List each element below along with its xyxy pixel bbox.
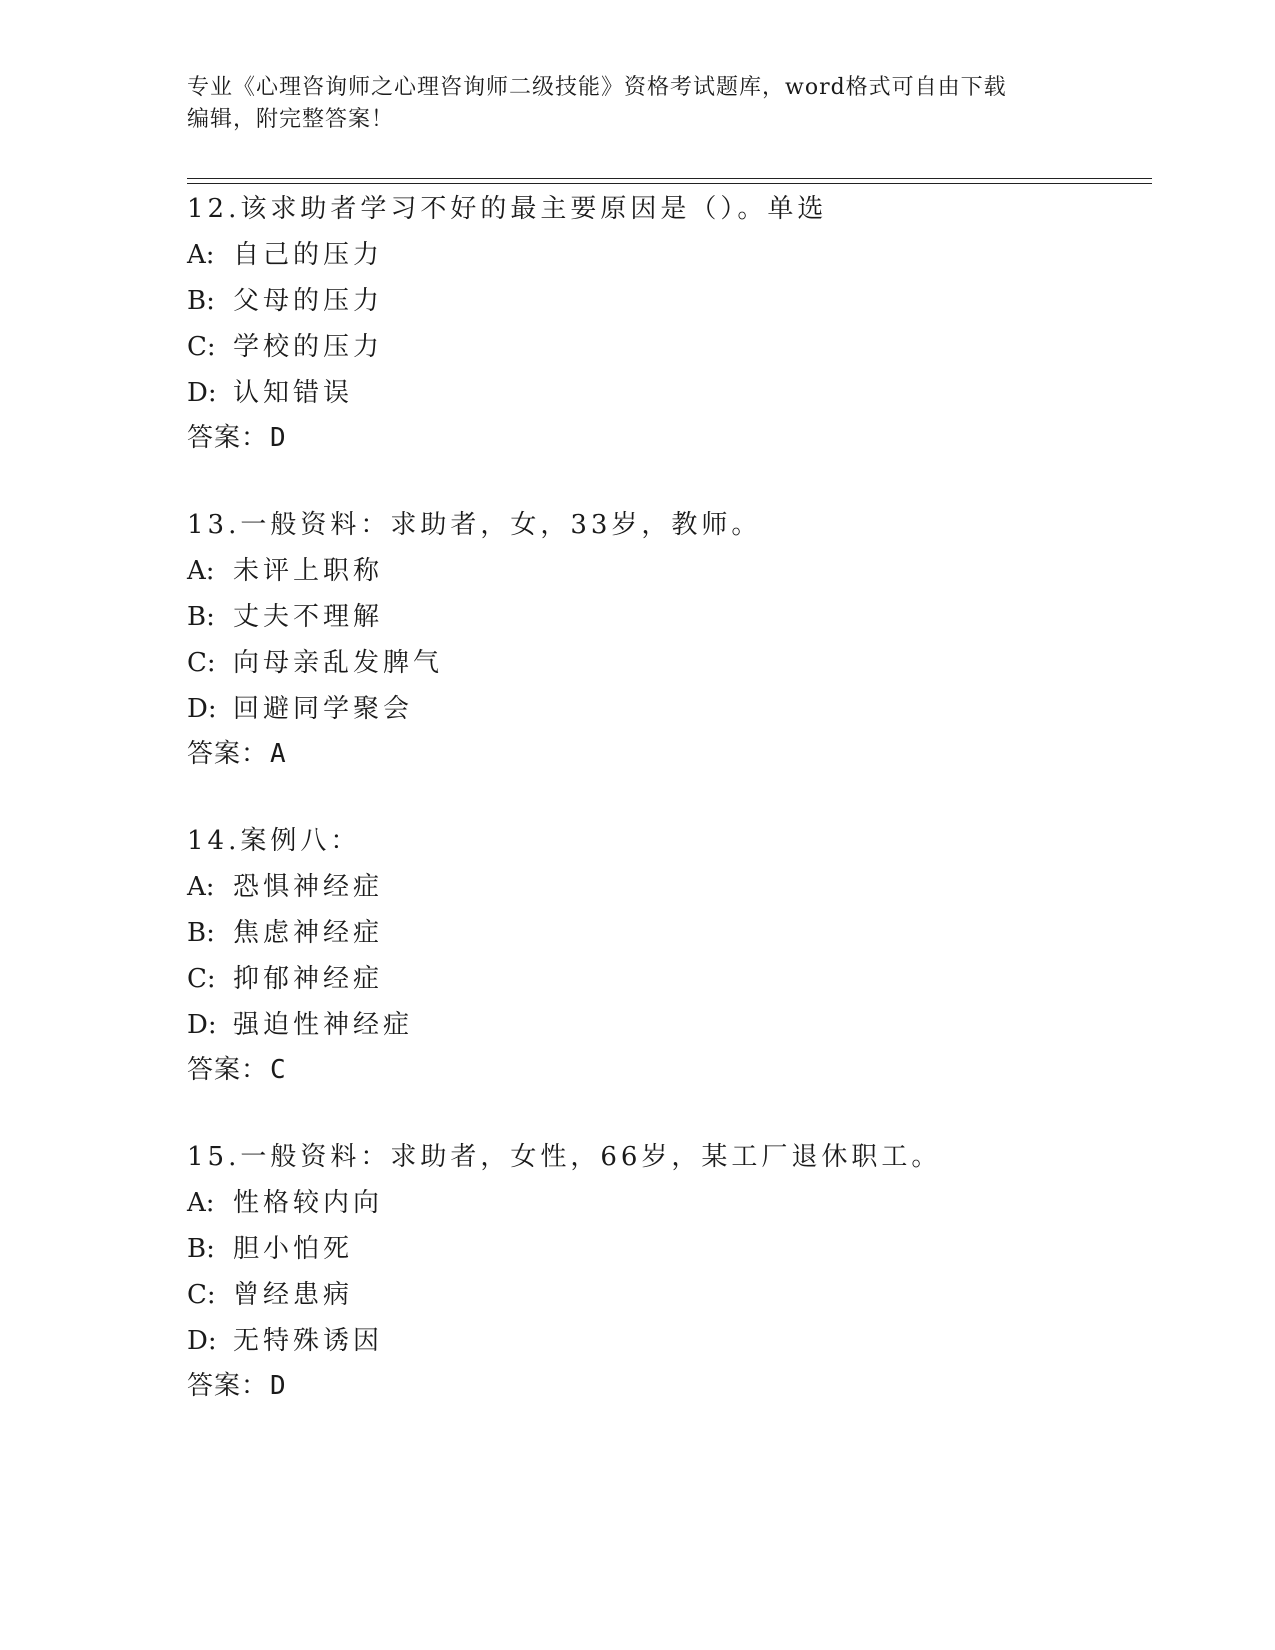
question-stem: 14.案例八：: [187, 826, 361, 856]
option-text: 丈夫不理解: [233, 602, 384, 632]
header-line-2: 编辑，附完整答案！: [187, 107, 395, 132]
option-d: [187, 686, 1147, 732]
option-key: B:: [187, 602, 215, 632]
option-key: C:: [187, 332, 216, 362]
option-key: C:: [187, 648, 216, 678]
option-a: [187, 1180, 1147, 1226]
answer-label: 答案：: [187, 1055, 269, 1085]
option-c: [187, 640, 1147, 686]
question-13: [187, 502, 1147, 776]
question-12: [187, 186, 1147, 460]
header-line-1: 专业《心理咨询师之心理咨询师二级技能》资格考试题库，word格式可自由下载: [187, 75, 1007, 100]
answer: [187, 1364, 1147, 1408]
answer-label: 答案：: [187, 1371, 269, 1401]
option-text: 焦虑神经症: [233, 918, 384, 948]
option-text: 自己的压力: [233, 240, 384, 270]
option-key: B:: [187, 918, 215, 948]
answer: [187, 416, 1147, 460]
option-text: 回避同学聚会: [233, 694, 414, 724]
header-divider-top: [187, 178, 1152, 179]
option-text: 父母的压力: [233, 286, 384, 316]
option-text: 抑郁神经症: [233, 964, 384, 994]
answer-value: D: [270, 423, 287, 453]
question-stem: 13.一般资料：求助者，女，33岁，教师。: [187, 510, 762, 540]
answer-value: C: [270, 1055, 287, 1085]
question-stem: 15.一般资料：求助者，女性，66岁，某工厂退休职工。: [187, 1142, 942, 1172]
option-text: 曾经患病: [233, 1280, 354, 1310]
answer-label: 答案：: [187, 739, 269, 769]
option-text: 恐惧神经症: [233, 872, 384, 902]
option-b: [187, 594, 1147, 640]
option-d: [187, 1318, 1147, 1364]
question-15: [187, 1134, 1147, 1408]
question-stem: 12.该求助者学习不好的最主要原因是（）。单选: [187, 194, 828, 224]
option-text: 未评上职称: [233, 556, 384, 586]
option-text: 学校的压力: [233, 332, 384, 362]
option-key: C:: [187, 964, 216, 994]
option-a: [187, 548, 1147, 594]
option-d: [187, 1002, 1147, 1048]
option-key: D:: [187, 694, 217, 724]
question-14: [187, 818, 1147, 1092]
document-header: [187, 72, 1087, 136]
option-b: [187, 1226, 1147, 1272]
answer: [187, 732, 1147, 776]
option-text: 胆小怕死: [233, 1234, 354, 1264]
option-a: [187, 864, 1147, 910]
option-text: 向母亲乱发脾气: [233, 648, 444, 678]
option-c: [187, 1272, 1147, 1318]
option-c: [187, 324, 1147, 370]
answer-value: A: [270, 739, 287, 769]
option-key: A:: [187, 556, 215, 586]
option-b: [187, 278, 1147, 324]
option-d: [187, 370, 1147, 416]
option-key: B:: [187, 1234, 215, 1264]
option-key: D:: [187, 1010, 217, 1040]
header-divider-bottom: [187, 183, 1152, 184]
option-c: [187, 956, 1147, 1002]
option-key: A:: [187, 1188, 215, 1218]
option-text: 性格较内向: [233, 1188, 384, 1218]
answer-value: D: [270, 1371, 287, 1401]
option-b: [187, 910, 1147, 956]
option-key: D:: [187, 378, 217, 408]
option-key: A:: [187, 872, 215, 902]
answer-label: 答案：: [187, 423, 269, 453]
option-text: 强迫性神经症: [233, 1010, 414, 1040]
option-text: 认知错误: [233, 378, 354, 408]
option-key: C:: [187, 1280, 216, 1310]
option-a: [187, 232, 1147, 278]
option-key: B:: [187, 286, 215, 316]
option-key: A:: [187, 240, 215, 270]
option-text: 无特殊诱因: [233, 1326, 384, 1356]
option-key: D:: [187, 1326, 217, 1356]
answer: [187, 1048, 1147, 1092]
